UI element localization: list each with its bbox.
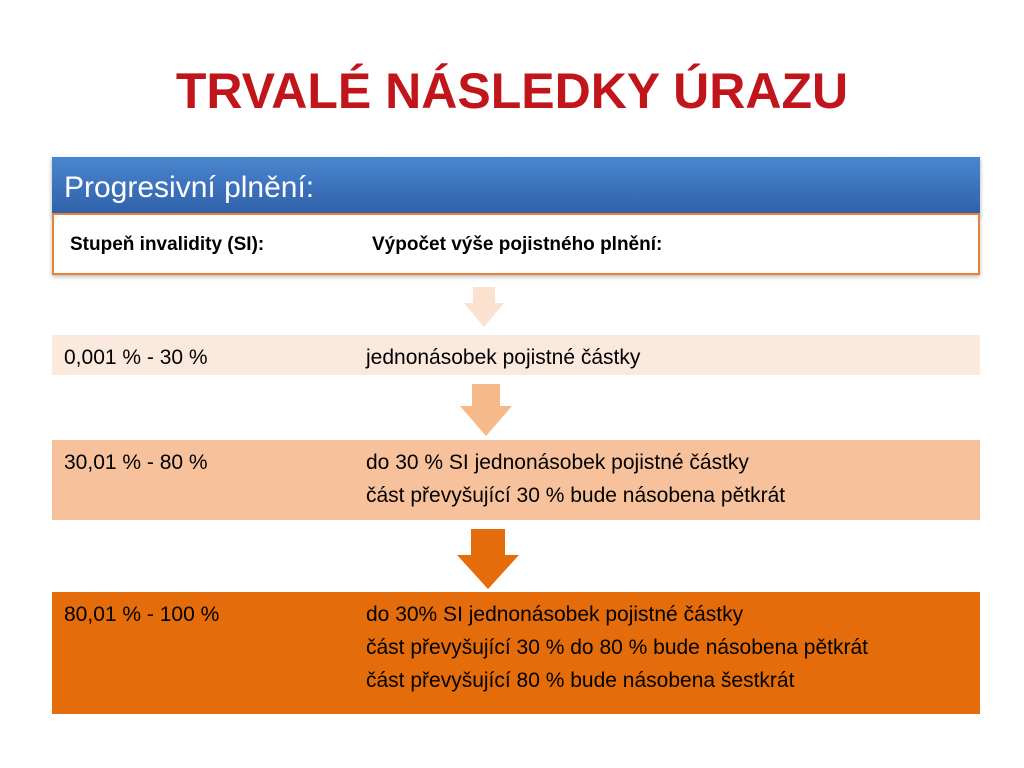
tier-3-calculation <box>366 598 868 697</box>
tier-row-3 <box>52 592 980 714</box>
column-header-invalidity: Stupeň invalidity (SI): <box>70 234 265 255</box>
tier-row-2 <box>52 440 980 520</box>
tier-1-range: 0,001 % - 30 % <box>64 346 208 369</box>
tier-3-range: 80,01 % - 100 % <box>64 603 220 626</box>
column-header-box <box>52 213 980 275</box>
down-arrow-icon-2 <box>460 384 512 436</box>
tier-1-line-1: jednonásobek pojistné částky <box>366 346 641 369</box>
tier-2-calculation <box>366 446 785 512</box>
tier-2-line-1: do 30 % SI jednonásobek pojistné částky <box>366 451 749 474</box>
section-header-label: Progresivní plnění: <box>64 171 315 204</box>
tier-3-line-3: část převyšující 80 % bude násobena šestkrát <box>366 669 795 692</box>
tier-3-line-1: do 30% SI jednonásobek pojistné částky <box>366 603 744 626</box>
tier-1-calculation <box>366 341 640 374</box>
down-arrow-icon-3 <box>457 529 519 589</box>
page-title: TRVALÉ NÁSLEDKY ÚRAZU <box>175 63 849 119</box>
down-arrow-icon-1 <box>464 287 504 327</box>
tier-row-1 <box>52 335 980 375</box>
tier-2-line-2: část převyšující 30 % bude násobena pětkrát <box>366 484 786 507</box>
tier-3-line-2: část převyšující 30 % do 80 % bude násobena pětkrát <box>366 636 868 659</box>
section-header <box>52 157 980 215</box>
tier-2-range: 30,01 % - 80 % <box>64 451 208 474</box>
column-header-calculation: Výpočet výše pojistného plnění: <box>372 234 663 255</box>
